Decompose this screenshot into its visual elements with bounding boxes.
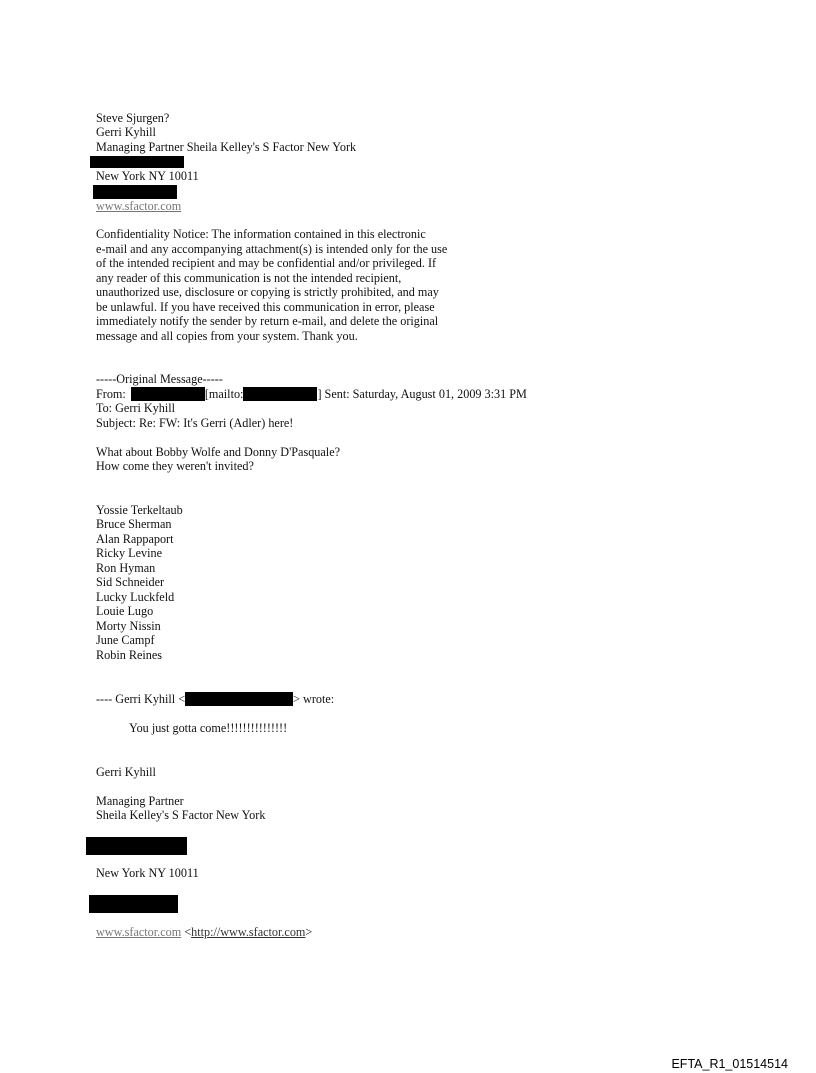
document-id: EFTA_R1_01514514 [671,1057,788,1071]
body-line: What about Bobby Wolfe and Donny D'Pasquale? [96,445,341,459]
signature-line: Steve Sjurgen? [96,111,170,125]
redaction-block [86,837,187,855]
confidentiality-line: of the intended recipient and may be confidential and/or privileged. If [96,256,437,270]
quoted-prefix: ---- Gerri Kyhill < [96,692,186,706]
redaction-block [93,185,177,199]
signature-city: New York NY 10011 [96,866,199,880]
website-link[interactable]: www.sfactor.com [96,925,182,939]
website-link[interactable]: www.sfactor.com [96,199,182,213]
confidentiality-line: e-mail and any accompanying attachment(s) is intended only for the use [96,242,448,256]
confidentiality-line: unauthorized use, disclosure or copying is strictly prohibited, and may [96,285,439,299]
body-line: How come they weren't invited? [96,459,254,473]
url-close: > [305,925,313,939]
redaction-block [131,387,205,401]
list-item: Sid Schneider [96,575,165,589]
mailto-label: [mailto: [204,387,244,401]
signature-company: Sheila Kelley's S Factor New York [96,808,266,822]
list-item: Yossie Terkeltaub [96,503,183,517]
list-item: Louie Lugo [96,604,154,618]
url-link[interactable]: http://www.sfactor.com [191,925,306,939]
quoted-message: You just gotta come!!!!!!!!!!!!!!! [129,721,288,735]
list-item: June Campf [96,633,155,647]
website-line [96,925,312,939]
original-message-separator: -----Original Message----- [96,372,223,386]
confidentiality-line: message and all copies from your system. Thank you. [96,329,358,343]
confidentiality-line: immediately notify the sender by return e-mail, and delete the original [96,314,439,328]
list-item: Bruce Sherman [96,517,172,531]
from-label: From: [96,387,126,401]
signature-name: Gerri Kyhill [96,125,156,139]
list-item: Alan Rappaport [96,532,174,546]
signature-city: New York NY 10011 [96,169,199,183]
redaction-block [185,692,293,706]
signature-name: Gerri Kyhill [96,765,156,779]
url-open: < [181,925,192,939]
quoted-header [96,692,334,706]
redaction-block [89,895,178,913]
to-line: To: Gerri Kyhill [96,401,176,415]
confidentiality-line: be unlawful. If you have received this communication in error, please [96,300,435,314]
list-item: Ricky Levine [96,546,162,560]
redaction-block [243,387,317,401]
confidentiality-line: any reader of this communication is not the intended recipient, [96,271,402,285]
confidentiality-line: Confidentiality Notice: The information contained in this electronic [96,227,426,241]
redaction-block [90,156,184,168]
signature-title: Managing Partner [96,794,184,808]
list-item: Morty Nissin [96,619,161,633]
quoted-suffix: > wrote: [293,692,335,706]
list-item: Lucky Luckfeld [96,590,175,604]
list-item: Ron Hyman [96,561,156,575]
sent-text: ] Sent: Saturday, August 01, 2009 3:31 PM [317,387,527,401]
subject-line: Subject: Re: FW: It's Gerri (Adler) here! [96,416,294,430]
from-line [96,387,527,401]
signature-title: Managing Partner Sheila Kelley's S Factor New York [96,140,357,154]
list-item: Robin Reines [96,648,163,662]
